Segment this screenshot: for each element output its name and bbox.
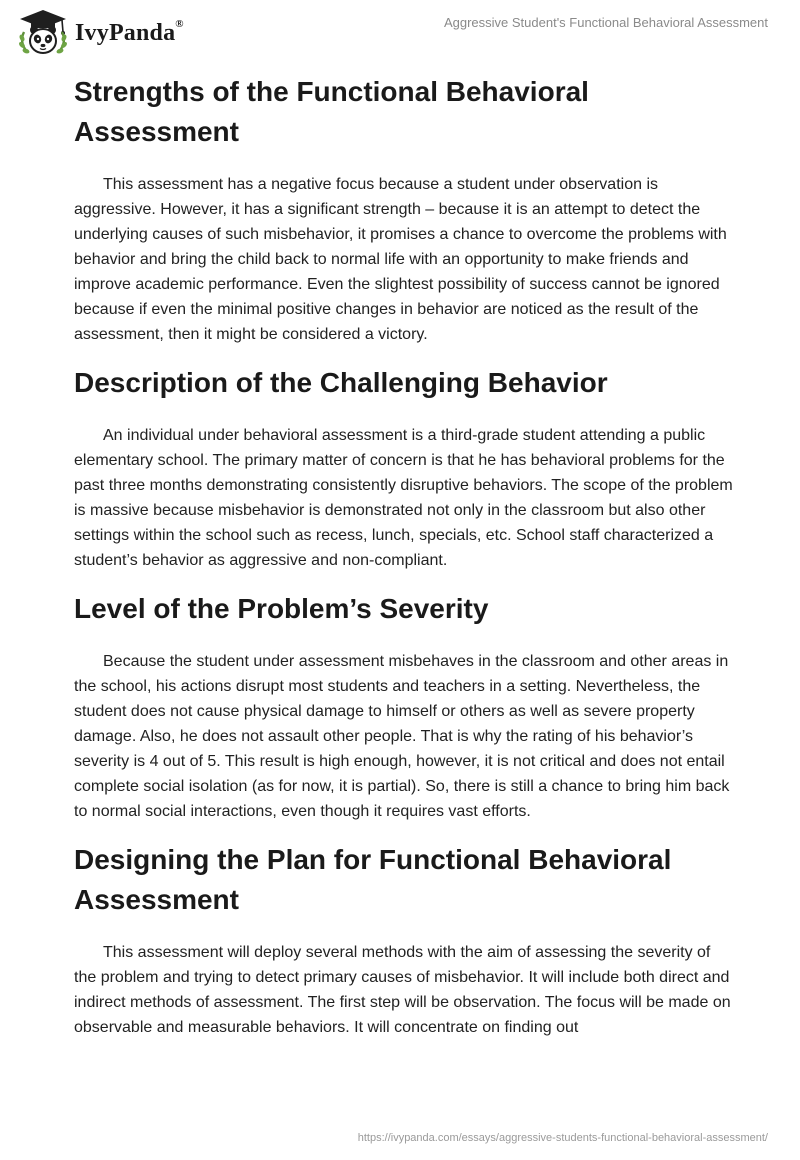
logo-wordmark: IvyPanda® [75,17,184,46]
essay-content [74,72,734,1056]
section-plan-design [74,840,734,1040]
ivypanda-logo[interactable] [14,8,184,58]
document-title: Aggressive Student's Functional Behavioral Assessment [443,15,768,30]
section-heading: Description of the Challenging Behavior [74,367,608,398]
section-heading: Level of the Problem’s Severity [74,593,489,624]
section-paragraph: An individual under behavioral assessment is a third-grade student attending a public elementary school. The primary matter of concern is that he has behavioral problems for the past three months demonstrating consistently disruptive behaviors. The scope of the problem is massive because misbehavior is demonstrated not only in the classroom but also other settings within the school such as recess, lunch, specials, etc. School staff characterized a student’s behavior as aggressive and non-compliant. [74,427,733,569]
section-severity [74,589,734,824]
section-heading: Designing the Plan for Functional Behavioral Assessment [74,844,672,915]
section-paragraph: Because the student under assessment misbehaves in the classroom and other areas in the school, his actions disrupt most students and teachers in a setting. Nevertheless, the student does not cause physical damage to himself or others as well as severe property damage. Also, he does not assault other people. That is why the rating of his behavior’s severity is 4 out of 5. This result is high enough, however, it is not critical and does not entail complete social isolation (as for now, it is partial). So, there is still a chance to bring him back to normal social interactions, even though it requires vast efforts. [74,653,730,820]
section-paragraph: This assessment has a negative focus because a student under observation is aggressive. However, it has a significant strength – because it is an attempt to detect the underlying causes of such misbehavior, it promises a chance to overcome the problems with behavior and bring the child back to normal life with an opportunity to make friends and improve academic performance. Even the slightest possibility of success cannot be ignored because if even the minimal positive changes in behavior are noticed as the result of the assessment, then it might be considered a victory. [74,176,727,343]
panda-graduate-icon [14,8,72,58]
source-url-link[interactable]: https://ivypanda.com/essays/aggressive-students-functional-behavioral-assessment/ [357,1132,768,1144]
page-header [0,0,800,66]
section-challenging-behavior [74,363,734,573]
section-paragraph: This assessment will deploy several methods with the aim of assessing the severity of the problem and trying to detect primary causes of misbehavior. It will include both direct and indirect methods of assessment. The first step will be observation. The focus will be made on observable and measurable behaviors. It will concentrate on finding out [74,944,731,1036]
section-strengths [74,72,734,347]
section-heading: Strengths of the Functional Behavioral Assessment [74,76,589,147]
